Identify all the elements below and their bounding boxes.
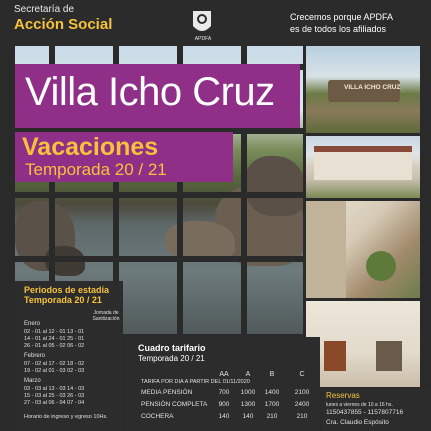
periodos-title: Periodos de estadía <box>24 285 110 295</box>
tarifa-cell: 1000 <box>240 389 256 396</box>
period-row: 14 - 01 al 24 - 01 25 - 01 <box>24 336 85 342</box>
vacaciones-title: Vacaciones <box>22 133 159 161</box>
tarifa-cell: 700 <box>218 389 230 396</box>
period-row: 19 - 02 al 01 - 03 02 - 03 <box>24 368 85 374</box>
tarifa-row-label: COCHERA <box>141 413 174 420</box>
tarifa-cell: 210 <box>296 413 308 420</box>
entrance-sign-photo <box>306 46 420 133</box>
tarifa-row-label: MEDIA PENSIÓN <box>141 389 193 396</box>
period-row: 15 - 03 al 25 - 03 26 - 03 <box>24 393 85 399</box>
period-row: 02 - 01 al 12 - 01 13 - 01 <box>24 329 85 335</box>
period-row: 26 - 01 al 05 - 02 06 - 02 <box>24 343 85 349</box>
slogan-line-2: es de todos los afiliados <box>290 24 387 34</box>
horario-note: Horario de ingreso y egreso 10Hs. <box>24 414 108 420</box>
tarifa-column-header: AA <box>219 371 229 378</box>
tarifario-subtitle: Temporada 20 / 21 <box>138 354 205 363</box>
tarifa-cell: 1400 <box>264 389 280 396</box>
patio-photo <box>306 201 420 298</box>
reservas-title: Reservas <box>326 391 360 400</box>
period-row: 27 - 03 al 06 - 04 07 - 04 <box>24 400 85 406</box>
entrance-sign-text: VILLA ICHO CRUZ <box>344 84 401 91</box>
slogan-line-1: Crecemos porque APDFA <box>290 12 394 22</box>
tarifario-title: Cuadro tarifario <box>138 343 206 353</box>
org-label-small: Secretaría de <box>14 4 75 15</box>
tarifario-caption: TARIFA POR DIA A PARTIR DEL 01/11/2020 <box>141 379 250 385</box>
tarifa-column-header: B <box>269 371 275 378</box>
reservas-contact: Cra. Claudio Espósito <box>326 419 389 426</box>
tarifa-column-header: A <box>245 371 251 378</box>
org-label: Acción Social <box>14 16 113 33</box>
reservas-phones: 1150437855 - 1157807716 <box>326 409 404 416</box>
period-row: 07 - 02 al 17 - 02 18 - 02 <box>24 361 85 367</box>
reservas-hours: lunes a viernes de 10 a 16 hs. <box>326 402 393 408</box>
month-label: Marzo <box>24 378 41 384</box>
vacaciones-subtitle: Temporada 20 / 21 <box>25 160 167 179</box>
tarifa-cell: 140 <box>218 413 230 420</box>
tarifa-column-header: C <box>299 371 305 378</box>
tarifa-cell: 140 <box>242 413 254 420</box>
periodos-column-header: Jornada de Sanitización <box>92 310 120 322</box>
tarifa-cell: 2100 <box>294 389 310 396</box>
tarifa-cell: 1700 <box>264 401 280 408</box>
hotel-front-photo <box>306 301 420 387</box>
apdfa-logo-icon <box>191 8 213 38</box>
tarifa-cell: 1300 <box>240 401 256 408</box>
building-photo <box>306 136 420 198</box>
tarifa-row-label: PENSIÓN COMPLETA <box>141 401 208 408</box>
tarifa-cell: 210 <box>266 413 278 420</box>
month-label: Enero <box>24 321 41 327</box>
logo-text: APDFA <box>194 36 212 42</box>
tarifa-cell: 900 <box>218 401 230 408</box>
divider <box>420 46 431 389</box>
periodos-subtitle: Temporada 20 / 21 <box>24 295 102 305</box>
month-label: Febrero <box>24 353 46 359</box>
tarifa-cell: 2400 <box>294 401 310 408</box>
page-title: Villa Icho Cruz <box>25 70 275 114</box>
period-row: 03 - 03 al 13 - 03 14 - 03 <box>24 386 85 392</box>
